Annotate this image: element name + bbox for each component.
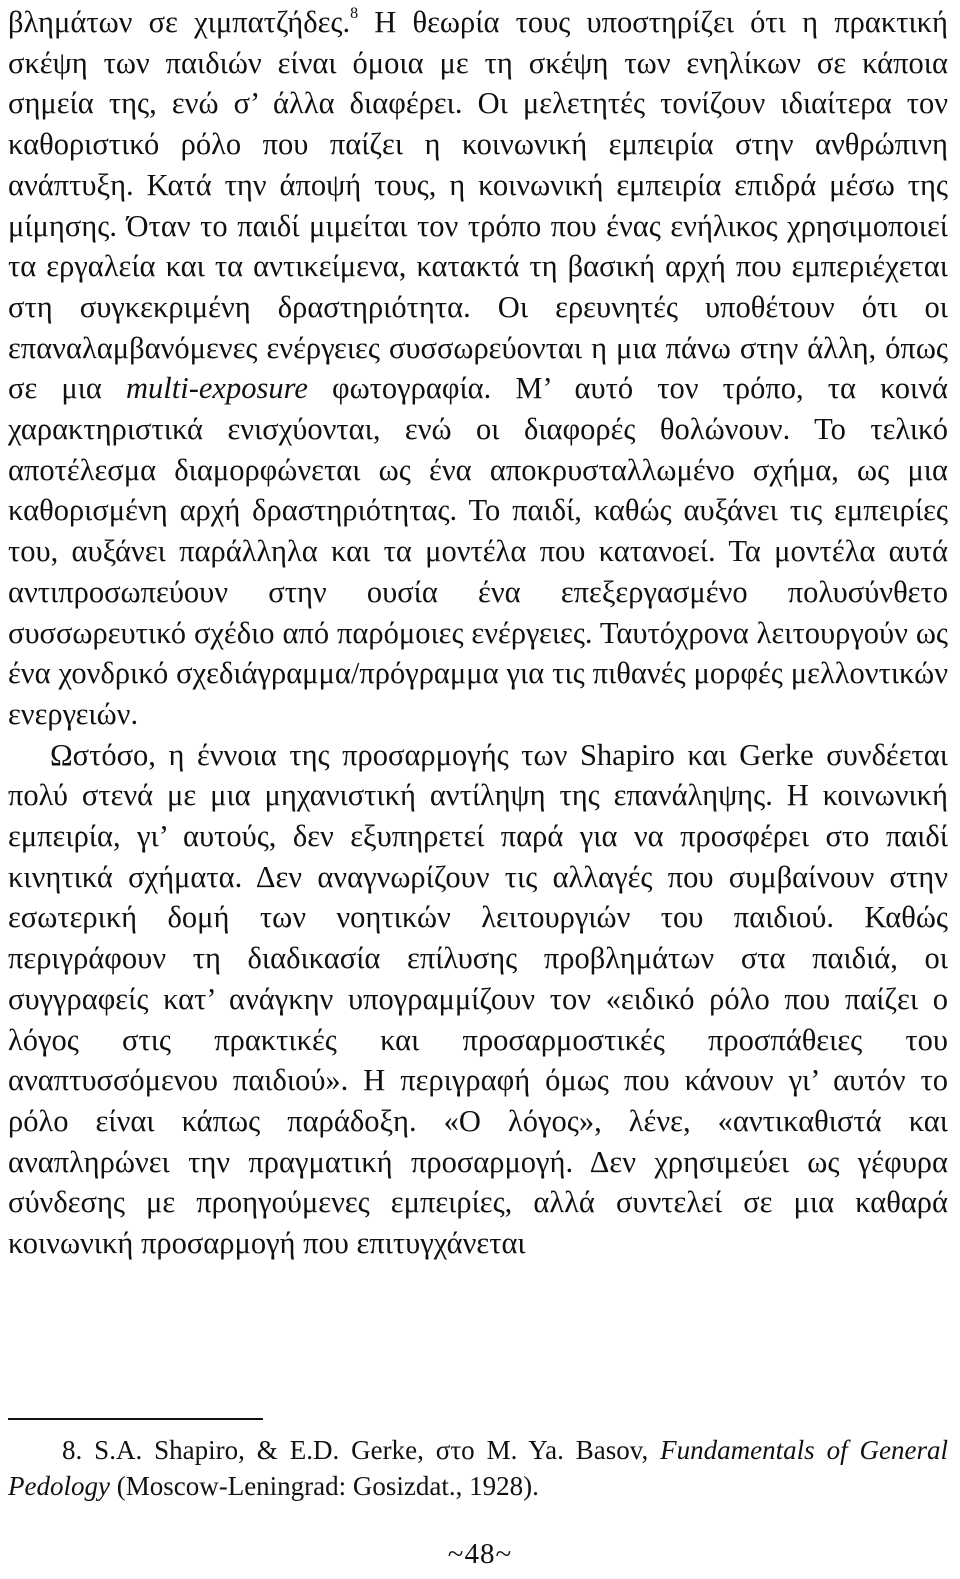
- footnote-book-title: Fundamentals of General Pedology: [8, 1435, 948, 1501]
- paragraph-2: Ωστόσο, η έννοια της προσαρμογής των Shapiro και Gerke συνδέεται πολύ στενά με μια μηχανιστική αντίληψη της επανάληψης. Η κοινωνική εμπειρία, γι’ αυτούς, δεν εξυπηρετεί παρά για να προσφέρει στο παιδί κινητικά σχήματα. Δεν αναγνωρίζουν τις αλλαγές που συμβαίνουν στην εσωτερική δομή των νοητικών λειτουργιών του παιδιού. Καθώς περιγράφουν τη διαδικασία επίλυσης προβλημάτων στα παιδιά, οι συγγραφείς κατ’ ανάγκην υπογραμμίζουν τον «ειδικό ρόλο που παίζει ο λόγος στις πρακτικές και προσαρμοστικές προσπάθειες του αναπτυσσόμενου παιδιού». Η περιγραφή όμως που κάνουν γι’ αυτόν το ρόλο είναι κάπως παράδοξη. «Ο λόγος», λένε, «αντικαθιστά και αναπληρώνει την πραγματική προσαρμογή. Δεν χρησιμεύει ως γέφυρα σύνδεσης με προηγούμενες εμπειρίες, αλλά συντελεί σε μια καθαρά κοινωνική προσαρμογή που επιτυγχάνεται: [8, 737, 948, 1261]
- footnote-text-end: (Moscow-Leningrad: Gosizdat., 1928).: [109, 1471, 539, 1501]
- main-text: [8, 2, 948, 1264]
- footnote-8: [8, 1432, 948, 1504]
- page-number: ~48~: [447, 1538, 513, 1570]
- paragraph-1-start: βλημάτων σε χιμπατζήδες.: [8, 5, 351, 39]
- italic-term: multi-exposure: [126, 371, 308, 406]
- footnote-reference: 8: [350, 5, 359, 22]
- footnote-text: 8. S.A. Shapiro, & E.D. Gerke, στο M. Ya. Basov,: [62, 1435, 661, 1465]
- paragraph-1-text-end: φωτογραφία. Μ’ αυτό τον τρόπο, τα κοινά χαρακτηριστικά ενισχύονται, ενώ οι διαφορές θολώνουν. Το τελικό αποτέλεσμα διαμορφώνεται ως ένα αποκρυσταλλωμένο σχήμα, ως μια καθορισμένη αρχή δραστηριότητας. Το παιδί, καθώς αυξάνει τις εμπειρίες του, αυξάνει παράλληλα και τα μοντέλα που κατανοεί. Τα μοντέλα αυτά αντιπροσωπεύουν στην ουσία ένα επεξεργασμένο πολυσύνθετο συσσωρευτικό σχέδιο από παρόμοιες ενέργειες. Ταυτόχρονα λειτουργούν ως ένα χονδρικό σχεδιάγραμμα/πρόγραμμα για τις πιθανές μορφές μελλοντικών ενεργειών.: [8, 371, 948, 731]
- paragraph-1-text: Η θεωρία τους υποστηρίζει ότι η πρακτική σκέψη των παιδιών είναι όμοια με τη σκέψη των ενηλίκων σε κάποια σημεία της, ενώ σ’ άλλα διαφέρει. Οι μελετητές τονίζουν ιδιαίτερα τον καθοριστικό ρόλο που παίζει η κοινωνική εμπειρία στην ανθρώπινη ανάπτυξη. Κατά την άποψή τους, η κοινωνική εμπειρία επιδρά μέσω της μίμησης. Όταν το παιδί μιμείται τον τρόπο που ένας ενήλικος χρησιμοποιεί τα εργαλεία και τα αντικείμενα, κατακτά τη βασική αρχή που εμπεριέχεται στη συγκεκριμένη δραστηριότητα. Οι ερευνητές υποθέτουν ότι οι επαναλαμβανόμενες ενέργειες συσσωρεύονται η μια πάνω στην άλλη, όπως σε μια: [8, 5, 948, 406]
- paragraph-1: [8, 2, 948, 735]
- footnote-divider: [8, 1418, 263, 1420]
